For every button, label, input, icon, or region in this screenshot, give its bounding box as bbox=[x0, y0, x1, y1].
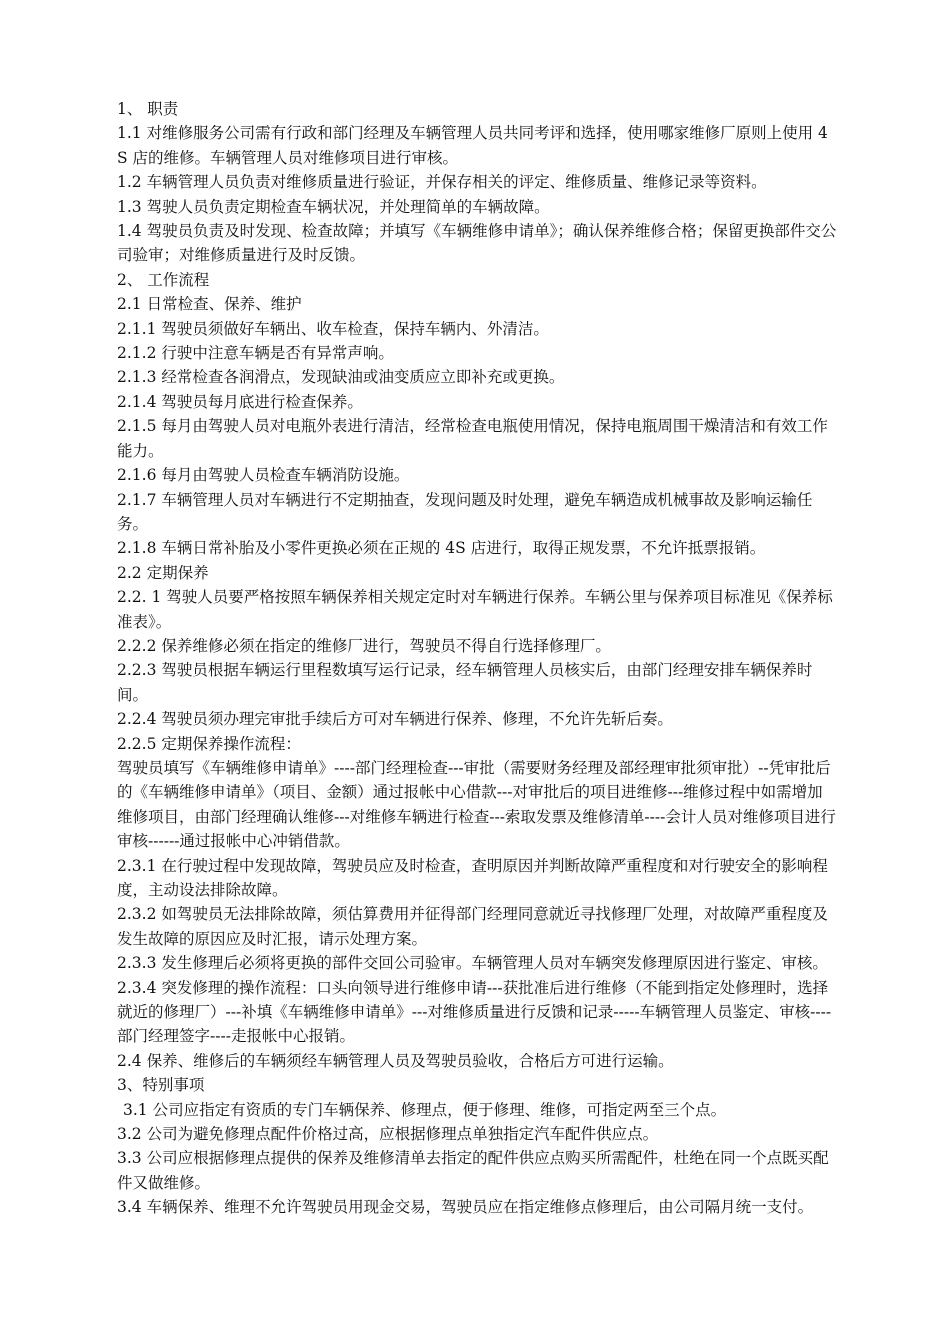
paragraph-2-2-3: 2.2.3 驾驶员根据车辆运行里程数填写运行记录，经车辆管理人员核实后，由部门经理安排车辆保养时间。 bbox=[117, 661, 813, 704]
section-heading-workflow: 2、 工作流程 bbox=[117, 270, 210, 289]
paragraph-2-2-4: 2.2.4 驾驶员须办理完审批手续后方可对车辆进行保养、修理，不允许先斩后奏。 bbox=[117, 710, 673, 729]
paragraph-maintenance-procedure: 驾驶员填写《车辆维修申请单》----部门经理检查---审批（需要财务经理及部经理审批须审批）--凭审批后的《车辆维修申请单》（项目、金额）通过报帐中心借款---对审批后的项目进维修---维修过程中如需增加维修项目，由部门经理确认维修---对维修车辆进行检查---索取发票及维修清单----会计人员对维修项目进行审核------通过报帐中心冲销借款。 bbox=[117, 758, 836, 851]
paragraph-2-1-1: 2.1.1 驾驶员须做好车辆出、收车检查，保持车辆内、外清洁。 bbox=[117, 319, 549, 338]
section-heading-duties: 1、 职责 bbox=[117, 100, 179, 118]
paragraph-2-3-3: 2.3.3 发生修理后必须将更换的部件交回公司验审。车辆管理人员对车辆突发修理原因进行鉴定、审核。 bbox=[117, 954, 828, 973]
subheading-2-2: 2.2 定期保养 bbox=[117, 563, 209, 582]
document-body bbox=[117, 97, 837, 1220]
paragraph-3-2: 3.2 公司为避免修理点配件价格过高，应根据修理点单独指定汽车配件供应点。 bbox=[117, 1125, 659, 1144]
section-heading-special-items: 3、特别事项 bbox=[117, 1076, 205, 1095]
paragraph-1-1: 1.1 对维修服务公司需有行政和部门经理及车辆管理人员共同考评和选择，使用哪家维修厂原则上使用 4S 店的维修。车辆管理人员对维修项目进行审核。 bbox=[117, 124, 828, 167]
paragraph-2-3-4: 2.3.4 突发修理的操作流程：口头向领导进行维修申请---获批准后进行维修（不能到指定处修理时，选择就近的修理厂）---补填《车辆维修申请单》---对维修质量进行反馈和记录-----车辆管理人员鉴定、审核----部门经理签字----走报帐中心报销。 bbox=[117, 978, 832, 1046]
subheading-2-1: 2.1 日常检查、保养、维护 bbox=[117, 295, 302, 314]
paragraph-1-2: 1.2 车辆管理人员负责对维修质量进行验证，并保存相关的评定、维修质量、维修记录等资料。 bbox=[117, 173, 767, 192]
paragraph-3-1: 3.1 公司应指定有资质的专门车辆保养、修理点，便于修理、维修，可指定两至三个点。 bbox=[123, 1100, 727, 1119]
paragraph-2-1-4: 2.1.4 驾驶员每月底进行检查保养。 bbox=[117, 392, 363, 411]
paragraph-2-1-2: 2.1.2 行驶中注意车辆是否有异常声响。 bbox=[117, 344, 394, 363]
paragraph-2-4: 2.4 保养、维修后的车辆须经车辆管理人员及驾驶员验收，合格后方可进行运输。 bbox=[117, 1051, 674, 1070]
paragraph-3-4: 3.4 车辆保养、维理不允许驾驶员用现金交易，驾驶员应在指定维修点修理后，由公司隔月统一支付。 bbox=[117, 1198, 814, 1217]
paragraph-2-3-2: 2.3.2 如驾驶员无法排除故障，须估算费用并征得部门经理同意就近寻找修理厂处理，对故障严重程度及发生故障的原因应及时汇报，请示处理方案。 bbox=[117, 905, 828, 948]
paragraph-1-3: 1.3 驾驶人员负责定期检查车辆状况，并处理简单的车辆故障。 bbox=[117, 197, 550, 216]
paragraph-1-4: 1.4 驾驶员负责及时发现、检查故障；并填写《车辆维修申请单》；确认保养维修合格；保留更换部件交公司验审；对维修质量进行及时反馈。 bbox=[117, 222, 837, 265]
paragraph-2-1-7: 2.1.7 车辆管理人员对车辆进行不定期抽查，发现问题及时处理，避免车辆造成机械事故及影响运输任务。 bbox=[117, 490, 813, 533]
paragraph-2-2-1: 2.2. 1 驾驶人员要严格按照车辆保养相关规定定时对车辆进行保养。车辆公里与保养项目标准见《保养标准表》。 bbox=[117, 588, 833, 631]
paragraph-2-1-6: 2.1.6 每月由驾驶人员检查车辆消防设施。 bbox=[117, 466, 410, 485]
paragraph-2-3-1: 2.3.1 在行驶过程中发现故障，驾驶员应及时检查，查明原因并判断故障严重程度和对行驶安全的影响程度，主动设法排除故障。 bbox=[117, 856, 828, 899]
paragraph-2-1-5: 2.1.5 每月由驾驶人员对电瓶外表进行清洁，经常检查电瓶使用情况，保持电瓶周围干燥清洁和有效工作能力。 bbox=[117, 417, 828, 460]
paragraph-2-2-5: 2.2.5 定期保养操作流程： bbox=[117, 734, 301, 753]
paragraph-2-1-8: 2.1.8 车辆日常补胎及小零件更换必须在正规的 4S 店进行，取得正规发票，不允许抵票报销。 bbox=[117, 539, 766, 558]
paragraph-3-3: 3.3 公司应根据修理点提供的保养及维修清单去指定的配件供应点购买所需配件，杜绝在同一个点既买配件又做维修。 bbox=[117, 1149, 829, 1192]
paragraph-2-2-2: 2.2.2 保养维修必须在指定的维修厂进行，驾驶员不得自行选择修理厂。 bbox=[117, 636, 611, 655]
paragraph-2-1-3: 2.1.3 经常检查各润滑点，发现缺油或油变质应立即补充或更换。 bbox=[117, 368, 565, 387]
